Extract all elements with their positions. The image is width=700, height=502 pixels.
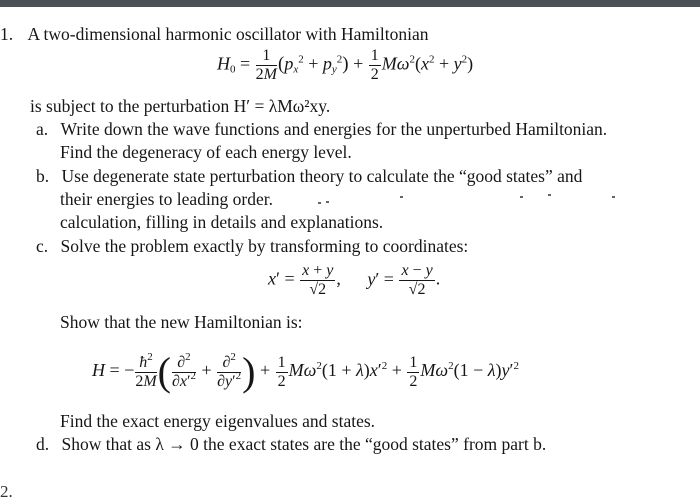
problem-number: 1. — [0, 24, 14, 44]
part-b-line-3: calculation, filling in details and explanations. — [60, 212, 384, 232]
part-d-line-1: Show that as λ → 0 the exact states are the “good states” from part b. — [61, 434, 547, 454]
part-a-letter: a. — [36, 119, 49, 139]
scan-artifact — [318, 202, 321, 204]
h0-lhs-sub: 0 — [230, 63, 236, 76]
coordinate-transform: x′ = $\frac{x + y}{√2}$ , y′ = $\frac{x - y}{√2}$ . — [268, 262, 441, 298]
part-b — [36, 166, 582, 186]
part-b-letter: b. — [36, 166, 50, 186]
part-c — [36, 236, 468, 256]
part-a-line-2: Find the degeneracy of each energy level. — [60, 142, 352, 162]
top-border — [0, 0, 700, 7]
part-d-letter: d. — [36, 434, 50, 454]
problem-header — [0, 24, 428, 44]
scan-artifact — [612, 196, 615, 198]
part-a — [36, 119, 607, 139]
part-c-line-2: Show that the new Hamiltonian is: — [60, 312, 303, 332]
part-c-letter: c. — [36, 236, 49, 256]
part-d — [36, 434, 546, 454]
next-problem-number: 2. — [0, 482, 13, 501]
part-b-line-2: their energies to leading order. — [60, 189, 274, 209]
h0-frac-1-2: $\frac{1}{2}$ — [370, 47, 379, 83]
part-a-line-1: Write down the wave functions and energies for the unperturbed Hamiltonian. — [60, 119, 608, 139]
part-c-line-1: Solve the problem exactly by transforming to coordinates: — [60, 236, 469, 256]
h0-equation: $H_0$ = $\frac{1}{2M}$ $(p_x^2 + p_y^2)$ + $\frac{1}{2}$ $M\omega^2(x^2 + y^2)$ — [217, 47, 474, 83]
new-hamiltonian: H = − $\frac{ħ^2}{2M}$ ( $\frac{\partial^2}{\partial x'^2}$ + $\frac{\partial^2}{\partial y'^2}$ ) + $\frac{1}{2}$ $M\omega^2(1 + \lambda)x'^2$ + $\frac{1}{2}$ $M\omega^2(1 - \lambda)y'^2$ — [92, 349, 519, 394]
problem-intro: A two-dimensional harmonic oscillator with Hamiltonian — [27, 24, 429, 44]
h0-frac-1-2M: $\frac{1}{2M}$ — [255, 47, 277, 83]
scan-artifact — [400, 196, 403, 198]
scan-artifact — [520, 196, 523, 198]
next-problem-cutoff — [0, 480, 700, 501]
part-b-line-1: Use degenerate state perturbation theory to calculate the “good states” and — [61, 166, 583, 186]
perturbation-line: is subject to the perturbation H′ = λMω²xy. — [30, 96, 331, 116]
h0-lhs: H — [217, 53, 230, 74]
h0-equals: = — [240, 53, 251, 74]
part-c-line-3: Find the exact energy eigenvalues and states. — [60, 411, 376, 431]
scan-artifact — [548, 194, 551, 196]
scan-artifact — [326, 201, 329, 203]
